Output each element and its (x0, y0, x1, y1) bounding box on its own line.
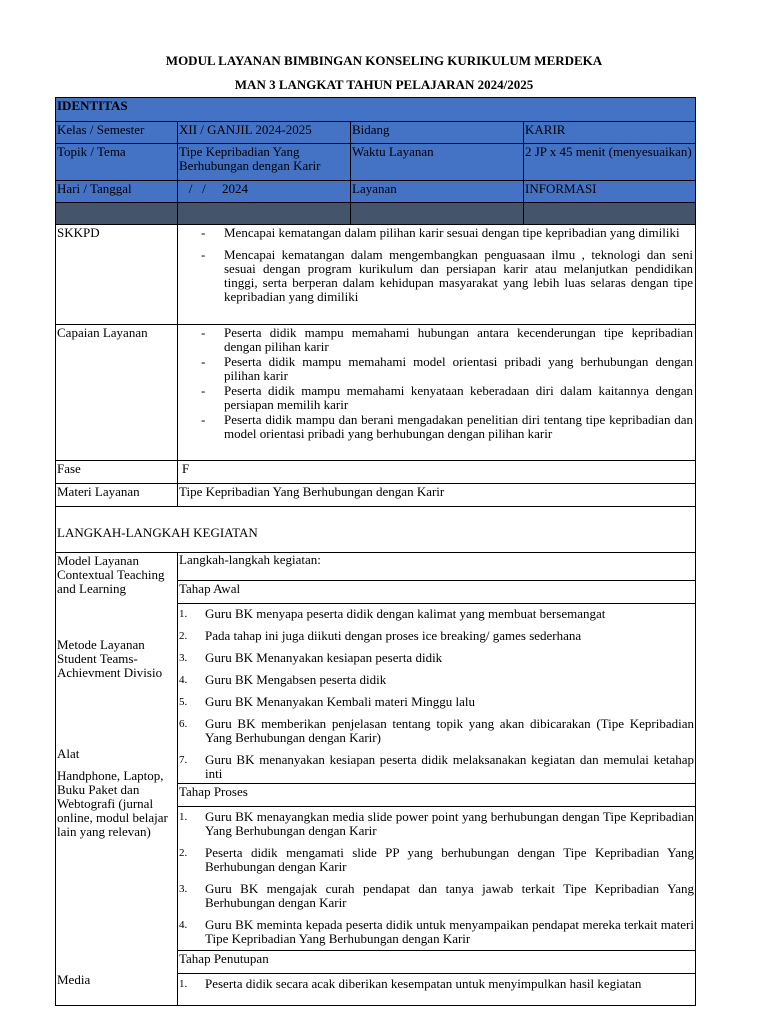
step-text: Peserta didik mengamati slide PP yang berhubungan dengan Tipe Kepribadian Yang Berhubungan dengan Karir (205, 845, 694, 874)
step-item (178, 714, 695, 745)
step-text: Guru BK mengajak curah pendapat dan tanya jawab terkait Tipe Kepribadian Yang Berhubungan dengan Karir (205, 881, 694, 910)
step-item (178, 879, 695, 910)
skkpd-label: SKKPD (56, 225, 178, 325)
fase-label: Fase (56, 461, 178, 484)
step-text: Guru BK meminta kepada peserta didik untuk menyampaikan pendapat mereka terkait materi Tipe Kepribadian Yang Berhubungan dengan Karir (205, 917, 694, 946)
step-text: Guru BK Menanyakan kesiapan peserta didik (205, 650, 443, 665)
kelas-value: XII / GANJIL 2024-2025 (178, 122, 351, 144)
capaian-content (178, 325, 696, 461)
langkah-right-heading: Langkah-langkah kegiatan: (178, 553, 695, 581)
step-text: Guru BK Mengabsen peserta didik (205, 672, 387, 687)
step-number: 2. (179, 630, 188, 642)
step-number: 4. (179, 919, 188, 931)
skkpd-item: - Mencapai kematangan dalam mengembangkan penguasaan ilmu , teknologi dan seni sesuai dengan program kurikulum dan persiapan karir atau melanjutkan pendidikan tinggi, serta berperan dalam kehidupan masyarakat yang lebih luas selaras dengan tipe kepribadian yang dimiliki (179, 248, 694, 304)
fase-value: F (178, 461, 696, 484)
materi-value: Tipe Kepribadian Yang Berhubungan dengan Karir (178, 484, 696, 507)
awal-steps (178, 604, 695, 784)
step-text: Pada tahap ini juga diikuti dengan proses ice breaking/ games sederhana (205, 628, 582, 643)
model-label: Model Layanan (57, 553, 139, 568)
penutupan-heading: Tahap Penutupan (178, 951, 695, 974)
langkah-left-column (56, 553, 178, 1006)
alat-label: Alat (57, 746, 80, 761)
step-item (178, 915, 695, 946)
waktu-value: 2 JP x 45 menit (menyesuaikan) (524, 144, 696, 181)
step-number: 7. (179, 754, 188, 766)
hari-value: / / 2024 (178, 181, 351, 203)
step-text: Guru BK Menanyakan Kembali materi Minggu lalu (205, 694, 476, 709)
step-number: 4. (179, 674, 188, 686)
layanan-label: Layanan (351, 181, 524, 203)
proses-steps (178, 807, 695, 951)
spacer-cell (178, 203, 351, 225)
layanan-value: INFORMASI (524, 181, 696, 203)
identitas-heading: IDENTITAS (56, 98, 696, 122)
spacer-cell (351, 203, 524, 225)
capaian-item: - Peserta didik mampu dan berani mengadakan penelitian diri tentang tipe kepribadian dan model orientasi pribadi yang berhubungan dengan pilihan karir (179, 413, 694, 441)
step-text: Guru BK menanyakan kesiapan peserta didik melaksanakan kegiatan dan memulai ketahap inti (205, 752, 694, 781)
hari-label: Hari / Tanggal (56, 181, 178, 203)
langkah-heading: LANGKAH-LANGKAH KEGIATAN (56, 507, 696, 553)
step-number: 1. (179, 811, 188, 823)
awal-heading: Tahap Awal (178, 581, 695, 604)
step-number: 2. (179, 847, 188, 859)
metode-label: Metode Layanan (57, 637, 145, 652)
step-item (178, 626, 695, 643)
alat-value: Handphone, Laptop, Buku Paket dan Webtografi (jurnal online, modul belajar lain yang relevan) (57, 768, 168, 839)
topik-label: Topik / Tema (56, 144, 178, 181)
step-item (178, 692, 695, 709)
penutupan-steps (178, 974, 695, 1000)
kelas-label: Kelas / Semester (56, 122, 178, 144)
metode-value: Student Teams- Achievment Divisio (57, 651, 163, 680)
capaian-item: - Peserta didik mampu memahami hubungan antara kecenderungan tipe kepribadian dengan pilihan karir (179, 326, 694, 354)
step-item (178, 807, 695, 838)
capaian-item: - Peserta didik mampu memahami model orientasi pribadi yang berhubungan dengan pilihan karir (179, 355, 694, 383)
document-subtitle: MAN 3 LANGKAT TAHUN PELAJARAN 2024/2025 (234, 77, 534, 92)
skkpd-item: - Mencapai kematangan dalam pilihan karir sesuai dengan tipe kepribadian yang dimiliki (179, 226, 694, 240)
step-number: 5. (179, 696, 188, 708)
step-number: 3. (179, 652, 188, 664)
step-item (178, 750, 695, 781)
skkpd-content (178, 225, 696, 325)
document-title: MODUL LAYANAN BIMBINGAN KONSELING KURIKULUM MERDEKA (165, 53, 603, 68)
step-item (178, 843, 695, 874)
step-number: 1. (179, 608, 188, 620)
media-label: Media (57, 972, 91, 987)
model-value: Contextual Teaching and Learning (57, 567, 165, 596)
langkah-right-column (178, 553, 696, 1006)
spacer-cell (56, 203, 178, 225)
step-text: Guru BK menayangkan media slide power point yang berhubungan dengan Tipe Kepribadian Yang Berhubungan dengan Karir (205, 809, 694, 838)
capaian-label: Capaian Layanan (56, 325, 178, 461)
step-text: Peserta didik secara acak diberikan kesempatan untuk menyimpulkan hasil kegiatan (205, 976, 642, 991)
step-text: Guru BK memberikan penjelasan tentang topik yang akan dibicarakan (Tipe Kepribadian Yang Berhubungan dengan Karir) (205, 716, 694, 745)
step-number: 6. (179, 718, 188, 730)
step-number: 3. (179, 883, 188, 895)
topik-value: Tipe Kepribadian Yang Berhubungan dengan Karir (178, 144, 351, 181)
proses-heading: Tahap Proses (178, 784, 695, 807)
spacer-cell (524, 203, 696, 225)
step-item (178, 670, 695, 687)
bidang-value: KARIR (524, 122, 696, 144)
bidang-label: Bidang (351, 122, 524, 144)
step-item (178, 648, 695, 665)
module-table (55, 97, 696, 1006)
step-number: 1. (179, 978, 188, 990)
capaian-item: - Peserta didik mampu memahami kenyataan keberadaan diri dalam kaitannya dengan persiapan memilih karir (179, 384, 694, 412)
step-text: Guru BK menyapa peserta didik dengan kalimat yang membuat bersemangat (205, 606, 606, 621)
step-item (178, 974, 695, 991)
step-item (178, 604, 695, 621)
materi-label: Materi Layanan (56, 484, 178, 507)
waktu-label: Waktu Layanan (351, 144, 524, 181)
